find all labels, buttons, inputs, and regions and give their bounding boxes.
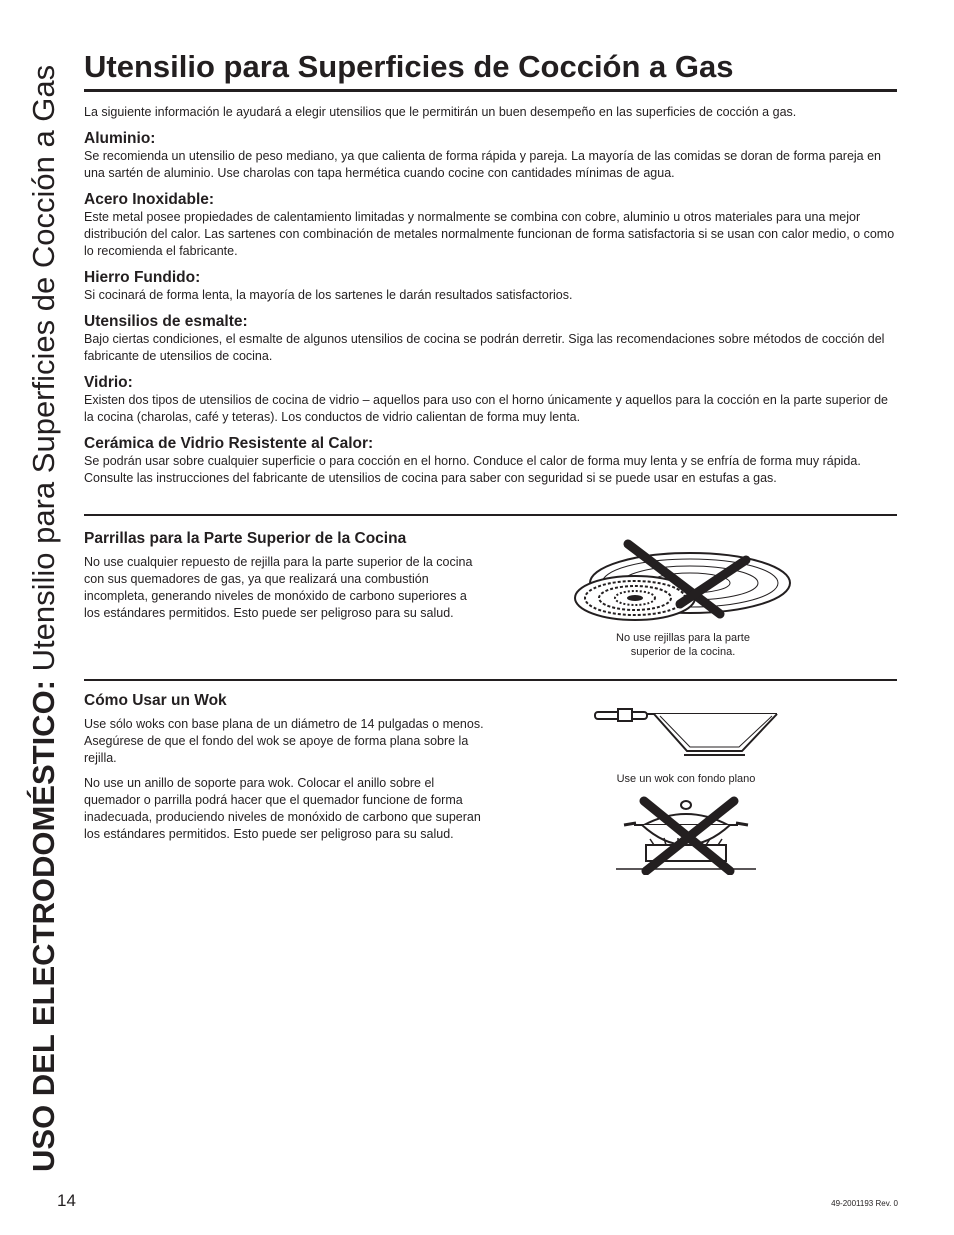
wok-section [84,691,484,851]
section-heading: Hierro Fundido: [84,269,201,286]
intro-text: La siguiente información le ayudará a elegir utensilios que le permitirán un buen desempeño en las superficies de cocción a gas. [84,105,797,119]
document-code: 49-2001193 Rev. 0 [831,1199,898,1208]
no-grate-replacement-illustration [570,538,800,638]
section-body: Bajo ciertas condiciones, el esmalte de algunos utensilios de cocina se podrán derretir. Siga las recomendaciones sobre métodos de cocción del fabricante de utensilios de cocina. [84,332,885,363]
side-tab-bold: USO DEL ELECTRODOMÉSTICO: [26,679,61,1172]
grates-caption-line1: No use rejillas para la parte [616,632,750,644]
wok-body-1: Use sólo woks con base plana de un diámetro de 14 pulgadas o menos. Asegúrese de que el fondo del wok se apoye de forma plana sobre la rejilla. [84,717,484,765]
section-acero [84,190,897,260]
grates-heading: Parrillas para la Parte Superior de la Cocina [84,530,407,547]
section-body: Si cocinará de forma lenta, la mayoría de los sartenes le darán resultados satisfactorios. [84,288,573,302]
section-esmalte [84,312,897,365]
section-body: Se recomienda un utensilio de peso mediano, ya que calienta de forma rápida y pareja. La mayoría de las comidas se doran de forma pareja en una sartén de aluminio. Use charolas con tapa hermética cuando cocine con cantidades mínimas de agua. [84,149,882,180]
section-body: Este metal posee propiedades de calentamiento limitadas y normalmente se combina con cobre, aluminio u otros materiales para una mejor distribución del calor. Las sartenes con combinación de metales normalmente funcionan de forma satisfactoria si se usan con calor medio, o como lo recomienda el fabricante. [84,210,895,258]
section-divider [84,679,897,681]
section-heading: Aluminio: [84,130,156,147]
side-section-tab [24,52,64,1172]
section-body: Existen dos tipos de utensilios de cocina de vidrio – aquellos para uso con el horno únicamente y aquellos para la cocción en la parte superior de la cocina (charolas, café y teteras). Los conductos de vidrio calientan de forma muy lenta. [84,393,888,424]
section-heading: Vidrio: [84,374,133,391]
page-number: 14 [57,1191,76,1210]
materials-content [84,104,897,495]
grates-section [84,529,484,630]
grates-caption [583,631,783,659]
section-heading: Utensilios de esmalte: [84,313,248,330]
section-vidrio [84,373,897,426]
no-wok-ring-illustration [604,795,769,875]
wok-heading: Cómo Usar un Wok [84,692,227,709]
section-heading: Cerámica de Vidrio Resistente al Calor: [84,435,374,452]
flat-bottom-wok-illustration [592,703,782,763]
section-body: Se podrán usar sobre cualquier superficie o para cocción en el horno. Conduce el calor de forma muy lenta y se enfría de forma muy rápida. Consulte las instrucciones del fabricante de utensilios de cocina para saber con seguridad si se puede usar en estufas a gas. [84,454,861,485]
section-hierro [84,268,897,304]
section-ceramica [84,434,897,487]
grates-caption-line2: superior de la cocina. [630,646,736,658]
wok-body-2: No use un anillo de soporte para wok. Colocar el anillo sobre el quemador o parrilla podrá hacer que el quemador funcione de forma inadecuada, produciendo niveles de monóxido de carbono que superan los estándares permitidos. Esto puede ser peligroso para su salud. [84,776,481,841]
section-aluminio [84,129,897,182]
grates-body: No use cualquier repuesto de rejilla para la parte superior de la cocina con sus quemadores de gas, ya que realizará una combustión incompleta, generando niveles de monóxido de carbono superiores a los estándares permitidos. Esto puede ser peligroso para su salud. [84,555,473,620]
wok-caption: Use un wok con fondo plano [616,773,756,785]
section-divider [84,514,897,516]
page-title: Utensilio para Superficies de Cocción a Gas [84,49,734,84]
title-rule [84,89,897,92]
section-heading: Acero Inoxidable: [84,191,215,208]
side-tab-regular: Utensilio para Superficies de Cocción a Gas [26,64,61,680]
